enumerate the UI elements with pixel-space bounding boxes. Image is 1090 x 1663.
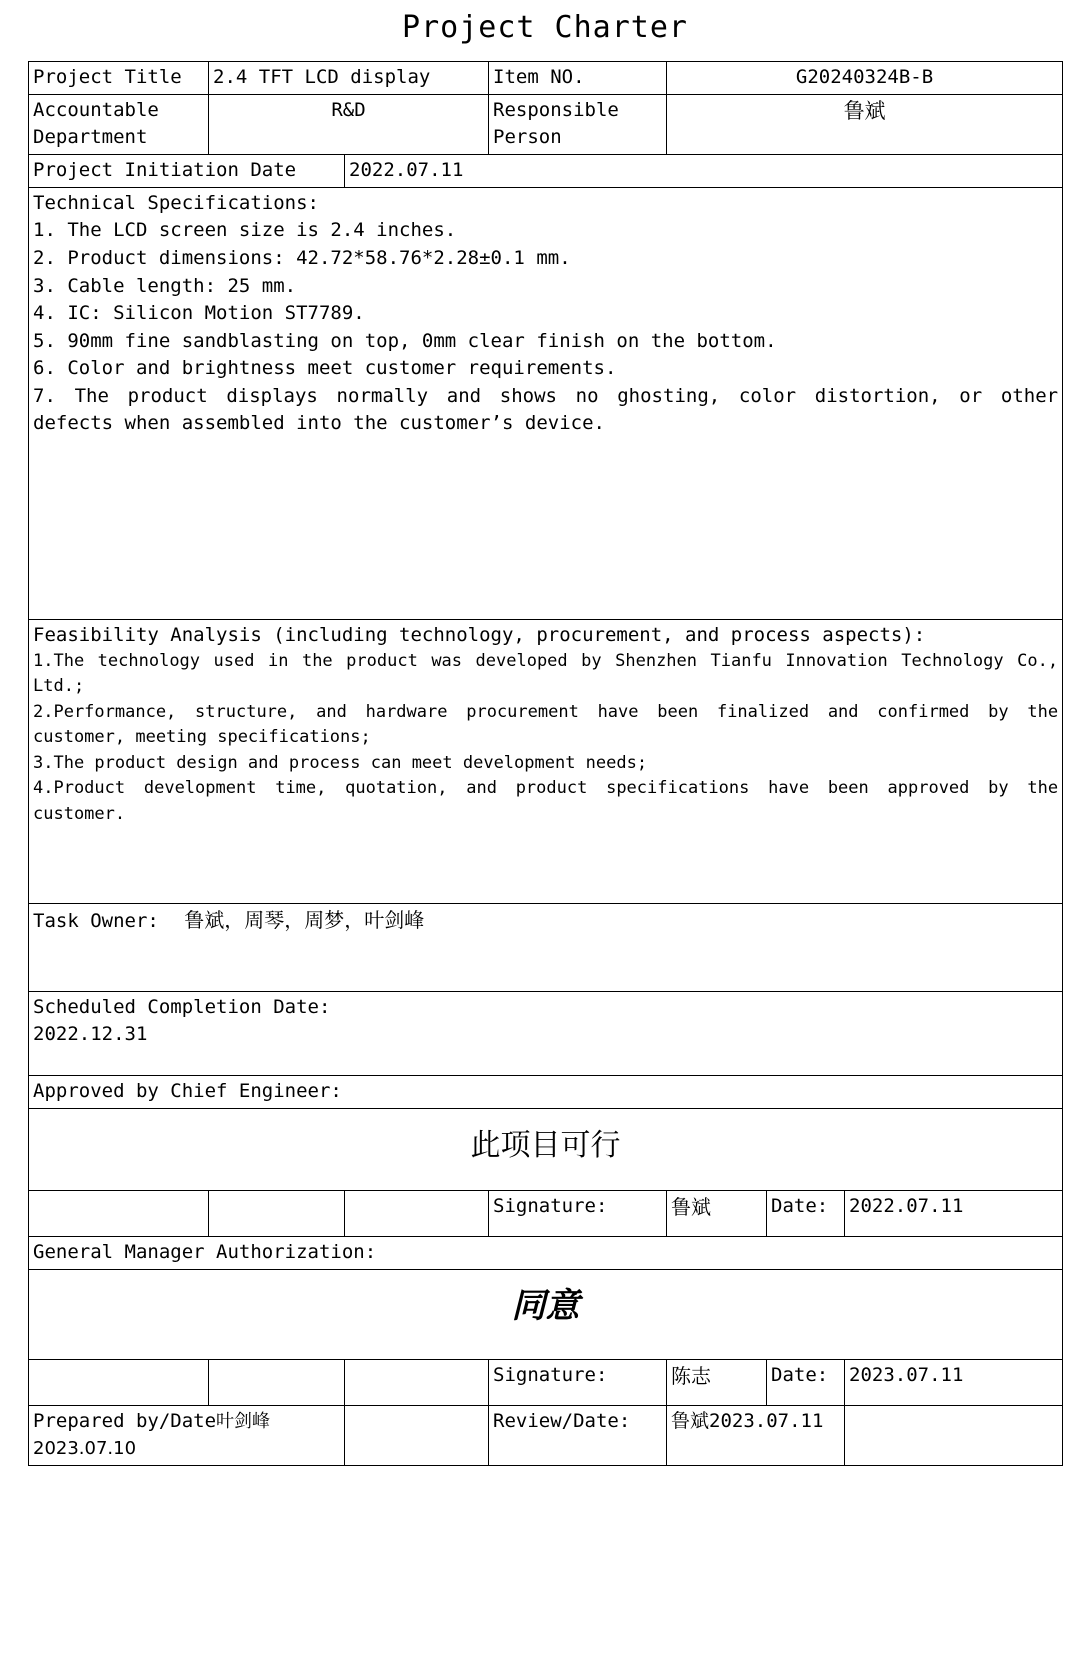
spec-item: 1. The LCD screen size is 2.4 inches. bbox=[33, 219, 457, 242]
general-manager-date-value: 2023.07.11 bbox=[845, 1359, 1063, 1405]
table-row bbox=[29, 62, 1063, 95]
general-manager-stamp: 同意 bbox=[511, 1285, 580, 1326]
chief-engineer-label-cell bbox=[29, 1075, 1063, 1108]
blank-cell bbox=[345, 1405, 489, 1465]
blank-cell bbox=[29, 1190, 209, 1236]
chief-engineer-label: Approved by Chief Engineer: bbox=[33, 1079, 342, 1102]
prepared-by-cell bbox=[29, 1405, 345, 1465]
scheduled-completion-cell bbox=[29, 991, 1063, 1075]
scheduled-completion-value: 2022.12.31 bbox=[33, 1023, 148, 1046]
blank-cell bbox=[345, 1190, 489, 1236]
general-manager-label: General Manager Authorization: bbox=[33, 1240, 377, 1263]
general-manager-signature-value: 陈志 bbox=[667, 1359, 767, 1405]
item-no-value: G20240324B-B bbox=[667, 62, 1063, 95]
prepared-by-value: 叶剑峰2023.07.10 bbox=[33, 1410, 271, 1459]
table-row-general-manager bbox=[29, 1236, 1063, 1269]
feasibility-item: 2.Performance, structure, and hardware procurement have been finalized and confirmed by the customer, meeting specifications; bbox=[33, 701, 1059, 748]
general-manager-stamp-cell bbox=[29, 1269, 1063, 1359]
table-row-chief-engineer-signature bbox=[29, 1190, 1063, 1236]
initiation-date-label: Project Initiation Date bbox=[29, 154, 345, 187]
page-title: Project Charter bbox=[402, 10, 688, 45]
general-manager-date-label: Date: bbox=[767, 1359, 845, 1405]
spec-item: 5. 90mm fine sandblasting on top, 0mm clear finish on the bottom. bbox=[33, 329, 777, 352]
table-row-chief-engineer-stamp bbox=[29, 1108, 1063, 1190]
chief-engineer-stamp: 此项目可行 bbox=[470, 1127, 621, 1163]
blank-cell bbox=[845, 1405, 1063, 1465]
blank-cell bbox=[345, 1359, 489, 1405]
feasibility-item: 1.The technology used in the product was developed by Shenzhen Tianfu Innovation Technology Co., Ltd.; bbox=[33, 650, 1059, 697]
spec-item: 6. Color and brightness meet customer requirements. bbox=[33, 357, 617, 380]
feasibility-heading: Feasibility Analysis (including technology, procurement, and process aspects): bbox=[33, 623, 926, 646]
table-row-general-manager-signature bbox=[29, 1359, 1063, 1405]
blank-cell bbox=[209, 1190, 345, 1236]
task-owner-cell bbox=[29, 903, 1063, 991]
department-label-line2: Department bbox=[33, 125, 148, 148]
task-owner-value: 鲁斌，周琴，周梦，叶剑峰 bbox=[184, 907, 425, 932]
feasibility-item: 3.The product design and process can meet development needs; bbox=[33, 752, 648, 773]
responsible-person-value: 鲁斌 bbox=[667, 94, 1063, 154]
item-no-label: Item NO. bbox=[489, 62, 667, 95]
blank-cell bbox=[29, 1359, 209, 1405]
table-row bbox=[29, 94, 1063, 154]
specs-heading: Technical Specifications: bbox=[33, 191, 319, 214]
table-row-general-manager-stamp bbox=[29, 1269, 1063, 1359]
chief-engineer-date-value: 2022.07.11 bbox=[845, 1190, 1063, 1236]
task-owner-label: Task Owner: bbox=[33, 909, 159, 932]
review-date-label: Review/Date: bbox=[489, 1405, 667, 1465]
initiation-date-value: 2022.07.11 bbox=[345, 154, 1063, 187]
technical-specifications-cell bbox=[29, 187, 1063, 619]
feasibility-analysis-cell bbox=[29, 619, 1063, 903]
chief-engineer-stamp-cell bbox=[29, 1108, 1063, 1190]
spec-item: 7. The product displays normally and shows no ghosting, color distortion, or other defects when assembled into the customer’s device. bbox=[33, 384, 1059, 435]
general-manager-signature-label: Signature: bbox=[489, 1359, 667, 1405]
scheduled-completion-label: Scheduled Completion Date: bbox=[33, 995, 331, 1018]
prepared-by-label: Prepared by/Date bbox=[33, 1409, 217, 1432]
table-row-feasibility bbox=[29, 619, 1063, 903]
spec-item: 2. Product dimensions: 42.72*58.76*2.28±0.1 mm. bbox=[33, 246, 571, 269]
spec-item: 3. Cable length: 25 mm. bbox=[33, 274, 297, 297]
table-row-chief-engineer bbox=[29, 1075, 1063, 1108]
department-value: R&D bbox=[209, 94, 489, 154]
chief-engineer-date-label: Date: bbox=[767, 1190, 845, 1236]
chief-engineer-signature-label: Signature: bbox=[489, 1190, 667, 1236]
project-charter-table bbox=[28, 61, 1063, 1466]
responsible-label-line1: Responsible bbox=[493, 98, 619, 121]
table-row-footer bbox=[29, 1405, 1063, 1465]
table-row-schedule bbox=[29, 991, 1063, 1075]
table-row-task-owner bbox=[29, 903, 1063, 991]
chief-engineer-signature-value: 鲁斌 bbox=[667, 1190, 767, 1236]
blank-cell bbox=[209, 1359, 345, 1405]
project-title-label: Project Title bbox=[29, 62, 209, 95]
responsible-person-label bbox=[489, 94, 667, 154]
table-row bbox=[29, 154, 1063, 187]
general-manager-label-cell bbox=[29, 1236, 1063, 1269]
responsible-label-line2: Person bbox=[493, 125, 562, 148]
feasibility-item: 4.Product development time, quotation, and product specifications have been approved by the customer. bbox=[33, 778, 1059, 824]
spec-item: 4. IC: Silicon Motion ST7789. bbox=[33, 302, 365, 325]
department-label-line1: Accountable bbox=[33, 98, 159, 121]
review-date-value: 鲁斌2023.07.11 bbox=[667, 1405, 845, 1465]
project-title-value: 2.4 TFT LCD display bbox=[209, 62, 489, 95]
table-row-specifications bbox=[29, 187, 1063, 619]
accountable-department-label bbox=[29, 94, 209, 154]
